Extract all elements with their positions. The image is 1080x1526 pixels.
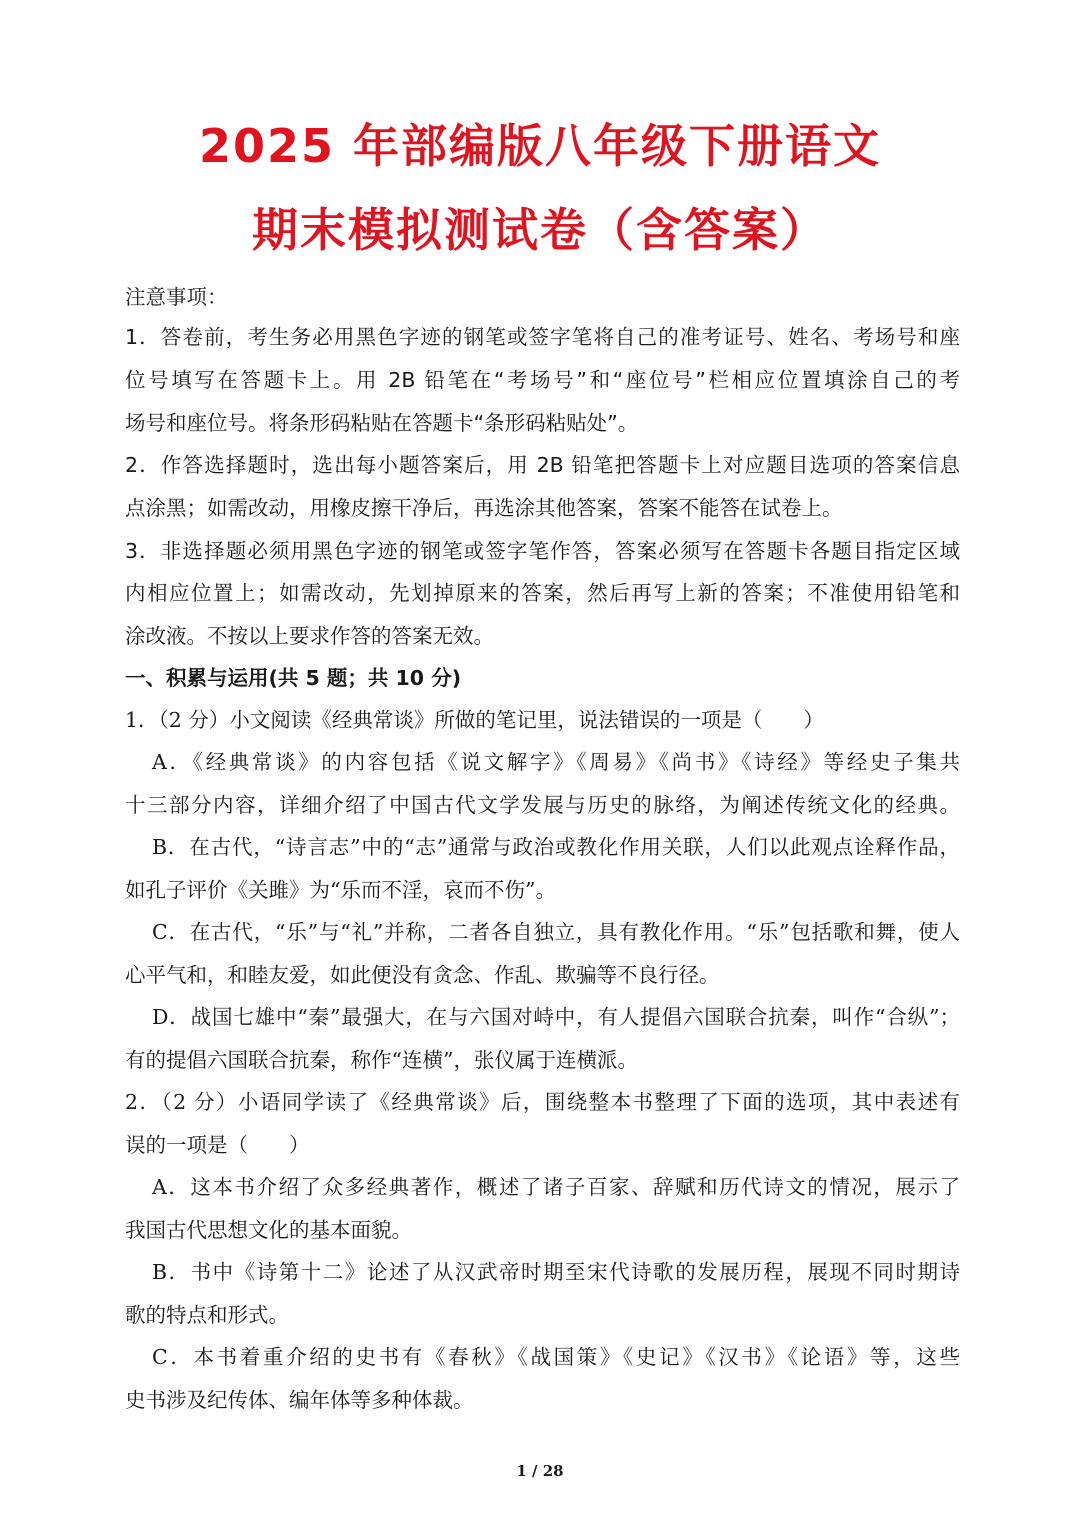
q1-option-b-cont: 如孔子评价《关雎》为“乐而不淫，哀而不伤”。 (125, 878, 556, 902)
page-indicator: 1 / 28 (516, 1462, 564, 1480)
q1-option-a-cont: 十三部分内容，详细介绍了中国古代文学发展与历史的脉络，为阐述传统文化的经典。 (125, 793, 960, 817)
notice-line: 3．非选择题必须用黑色字迹的钢笔或签字笔作答，答案必须写在答题卡各题目指定区域 (125, 539, 960, 563)
notice-line: 1．答卷前，考生务必用黑色字迹的钢笔或签字笔将自己的准考证号、姓名、考场号和座 (125, 325, 960, 349)
q2-option-c-cont: 史书涉及纪传体、编年体等多种体裁。 (125, 1388, 474, 1412)
q1-option-b: B．在古代，“诗言志”中的“志”通常与政治或教化作用关联，人们以此观点诠释作品， (152, 835, 960, 859)
section-heading: 一、积累与运用(共 5 题；共 10 分) (125, 666, 462, 690)
page-title-line-1: 2025 年部编版八年级下册语文 (198, 119, 882, 173)
q2-option-c: C．本书着重介绍的史书有《春秋》《战国策》《史记》《汉书》《论语》等，这些 (152, 1345, 960, 1369)
page-title-line-2: 期末模拟测试卷（含答案） (252, 203, 828, 257)
question-2-stem-cont: 误的一项是（ ） (125, 1133, 310, 1157)
q2-option-a-cont: 我国古代思想文化的基本面貌。 (125, 1218, 412, 1242)
q1-option-d-cont: 有的提倡六国联合抗秦，称作“连横”，张仪属于连横派。 (125, 1048, 638, 1072)
notice-line: 场号和座位号。将条形码粘贴在答题卡“条形码粘贴处”。 (125, 411, 639, 435)
q2-option-b-cont: 歌的特点和形式。 (125, 1303, 289, 1327)
question-2-stem: 2．（2 分）小语同学读了《经典常谈》后，围绕整本书整理了下面的选项，其中表述有 (125, 1090, 960, 1114)
notice-line: 涂改液。不按以上要求作答的答案无效。 (125, 624, 494, 648)
q1-option-c: C．在古代，“乐”与“礼”并称，二者各自独立，具有教化作用。“乐”包括歌和舞，使人 (152, 920, 960, 944)
notice-line: 内相应位置上；如需改动，先划掉原来的答案，然后再写上新的答案；不准使用铅笔和 (125, 581, 960, 605)
q1-option-c-cont: 心平气和，和睦友爱，如此便没有贪念、作乱、欺骗等不良行径。 (125, 963, 720, 987)
notice-line: 2．作答选择题时，选出每小题答案后，用 2B 铅笔把答题卡上对应题目选项的答案信息 (125, 453, 960, 477)
q2-option-b: B．书中《诗第十二》论述了从汉武帝时期至宋代诗歌的发展历程，展现不同时期诗 (152, 1260, 960, 1284)
notice-line: 位号填写在答题卡上。用 2B 铅笔在“考场号”和“座位号”栏相应位置填涂自己的考 (125, 368, 960, 392)
question-1-stem: 1．（2 分）小文阅读《经典常谈》所做的笔记里，说法错误的一项是（ ） (125, 708, 824, 732)
notice-heading: 注意事项： (125, 285, 228, 309)
q1-option-a: A．《经典常谈》的内容包括《说文解字》《周易》《尚书》《诗经》等经史子集共 (152, 750, 960, 774)
q1-option-d: D．战国七雄中“秦”最强大，在与六国对峙中，有人提倡六国联合抗秦，叫作“合纵”； (152, 1005, 960, 1029)
notice-line: 点涂黑；如需改动，用橡皮擦干净后，再选涂其他答案，答案不能答在试卷上。 (125, 496, 843, 520)
q2-option-a: A．这本书介绍了众多经典著作，概述了诸子百家、辞赋和历代诗文的情况，展示了 (152, 1175, 960, 1199)
